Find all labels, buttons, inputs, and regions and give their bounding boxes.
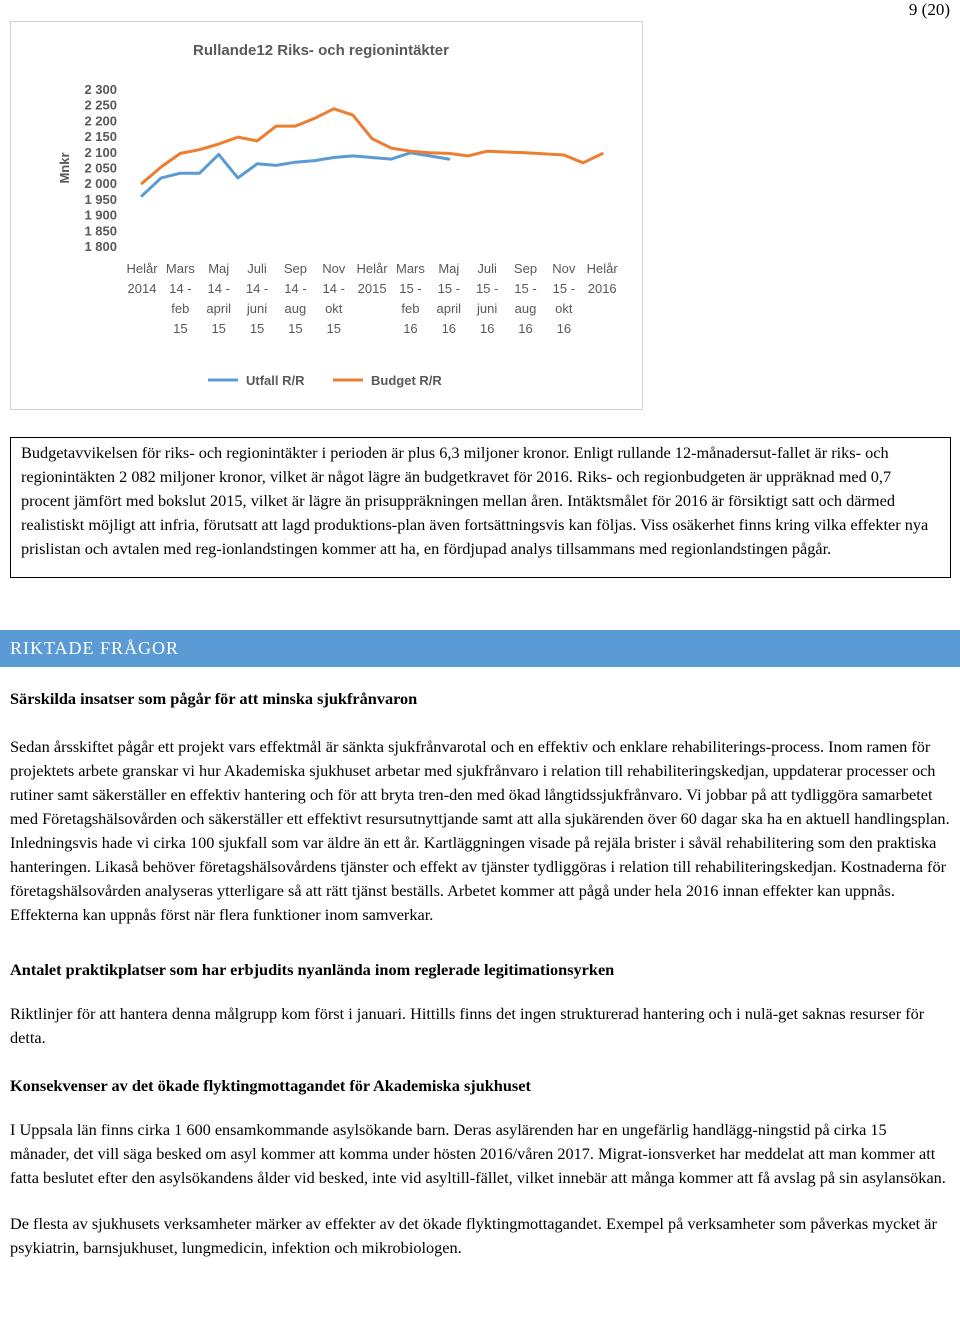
x-tick-label: 15 [173,321,188,336]
x-tick-label: okt [325,301,343,316]
y-tick-label: 1 800 [84,239,117,254]
x-tick-label: 15 - [552,281,576,296]
x-tick-label: 15 - [399,281,422,296]
y-tick-label: 2 050 [84,160,117,176]
x-tick-label: Helår [126,261,158,276]
x-tick-label: 16 [556,321,572,336]
y-tick-label: 2 200 [84,113,117,129]
x-tick-label: 15 - [475,281,499,296]
x-tick-label: Nov [552,261,576,276]
legend-label: Utfall R/R [246,373,305,388]
y-tick-label: 1 950 [84,191,117,207]
x-tick-label: Sep [283,261,307,276]
x-tick-label: aug [284,301,307,316]
x-tick-label: 16 [441,321,457,336]
summary-text: Budgetavvikelsen för riks- och regionintäkter i perioden är plus 6,3 miljoner kronor. Enligt rullande 12-månadersut-fallet är riks- och regionintäkten 2 082 miljoner kronor, vilket är något lägre än budgetkravet för 2016. Riks- och regionbudgeten är uppräknad med 0,7 procent jämfört med bokslut 2015, vilket är lägre än prisuppräkningen mellan åren. Intäktsmålet för 2016 är försiktigt satt och därmed realistiskt möjligt att infria, förutsatt att lagd produktions-plan även fortsättningsvis kan följas. Viss osäkerhet finns kring vilka effekter nya prislistan och avtalen med reg-ionlandstingen kommer att ha, en fördjupad analys tillsammans med regionlandstingen pågår. [21,443,929,558]
x-tick-label: Mars [396,261,425,276]
x-tick-label: 14 - [169,281,192,296]
x-tick-label: juni [246,301,268,316]
paragraph-refugees-2: De flesta av sjukhusets verksamheter märker av effekter av det ökade flyktingmottagandet. Exempel på verksamheter som påverkas mycket är psykiatrin, barnsjukhuset, lungmedicin, infektion och mikrobiologen. [10,1214,937,1257]
y-axis-label: Mnkr [57,152,72,184]
x-tick-label: 15 [249,321,265,336]
x-tick-label: 2014 [127,281,157,296]
x-tick-label: juni [477,301,498,316]
y-tick-label: 2 100 [84,144,117,160]
paragraph-internships: Riktlinjer för att hantera denna målgrupp kom först i januari. Hittills finns det ingen strukturerad hantering och i nulä-get saknas resurser för detta. [10,1004,925,1047]
revenue-chart-svg [11,22,644,411]
x-tick-label: Mars [165,261,195,276]
x-tick-label: Juli [247,261,267,276]
x-tick-label: april [206,301,231,316]
x-tick-label: aug [514,301,537,316]
x-tick-label: 14 - [207,281,230,296]
x-tick-label: okt [555,301,573,316]
paragraph-refugees-1: I Uppsala län finns cirka 1 600 ensamkommande asylsökande barn. Deras asylärenden har en ungefärlig handlägg-ningstid på cirka 15 månader, det vill säga besked om asyl kommer att komma under hösten 2016/våren 2017. Migrat-ionsverket har meddelat att man kommer att fatta beslutet efter den asylsökandens ålder vid besked, inte vid asyltill-fället, vilket innebär att många kommer att få avslag på sin asylansökan. [10,1120,946,1187]
revenue-chart [10,21,643,410]
x-tick-label: 2015 [357,281,387,296]
chart-title: Rullande12 Riks- och regionintäkter [193,42,449,59]
heading-sick-leave: Särskilda insatser som pågår för att minska sjukfrånvaron [10,689,418,708]
x-tick-label: 14 - [284,281,307,296]
x-tick-label: 15 - [514,281,537,296]
x-tick-label: 2016 [587,281,617,296]
series-line [142,153,449,196]
x-tick-label: 15 - [437,281,461,296]
y-tick-label: 2 300 [84,82,117,97]
heading-refugees: Konsekvenser av det ökade flyktingmottagandet för Akademiska sjukhuset [10,1076,531,1095]
x-tick-label: 16 [479,321,495,336]
y-tick-label: 2 150 [84,129,117,145]
section-header: RIKTADE FRÅGOR [0,630,960,667]
x-tick-label: Maj [438,261,460,276]
x-tick-label: feb [171,301,190,316]
y-tick-label: 2 000 [84,176,117,192]
summary-box [10,437,951,578]
x-tick-label: Maj [208,261,230,276]
x-tick-label: Sep [513,261,538,276]
page-number: 9 (20) [908,0,950,19]
x-tick-label: 14 - [245,281,269,296]
x-tick-label: 15 [211,321,226,336]
paragraph-sick-leave: Sedan årsskiftet pågår ett projekt vars effektmål är sänkta sjukfrånvarotal och en effektiv och enklare rehabiliterings-process. Inom ramen för projektets arbete granskar vi hur Akademiska sjukhuset arbetar med sjukfrånvaro i relation till rehabiliteringskedjan, uppdaterar processer och rutiner samt säkerställer en effektiv hantering och för att bryta tren-den med ökad långtidssjukfrånvaro. Vi jobbar på att tydliggöra samarbetet med Företagshälsovården och säkerställer ett effektivt resursutnyttjande samt att alla sjukärenden över 60 dagar ska ha en aktuell handlingsplan. Inledningsvis hade vi cirka 100 sjukfall som var äldre än ett år. Kartläggningen visade på rejäla brister i såväl rehabilitering som den praktiska hanteringen. Likaså behöver företagshälsovårdens tjänster och effekt av tjänster tydliggöras i relation till rehabiliteringskedjan. Kostnaderna för företagshälsovården analyseras ytterligare så att rätt tjänst beställs. Arbetet kommer att pågå under hela 2016 innan effekter kan uppnås. Effekterna kan uppnås först när flera funktioner inom samverkar. [10,737,950,924]
y-tick-label: 1 850 [84,223,117,239]
x-tick-label: Helår [356,261,388,276]
y-tick-label: 2 250 [84,97,117,113]
x-tick-label: 14 - [322,281,345,296]
x-tick-label: april [436,301,462,316]
legend-label: Budget R/R [371,373,442,388]
series-line [142,109,602,184]
y-tick-label: 1 900 [84,207,117,223]
x-tick-label: 15 [288,321,303,336]
x-tick-label: Nov [322,261,346,276]
x-tick-label: Juli [477,261,497,276]
x-tick-label: 16 [518,321,533,336]
x-tick-label: 16 [403,321,418,336]
x-tick-label: Helår [586,261,618,276]
x-tick-label: feb [401,301,420,316]
heading-internships: Antalet praktikplatser som har erbjudits nyanlända inom reglerade legitimationsyrken [10,960,615,979]
x-tick-label: 15 [326,321,341,336]
section-content [10,687,950,1260]
